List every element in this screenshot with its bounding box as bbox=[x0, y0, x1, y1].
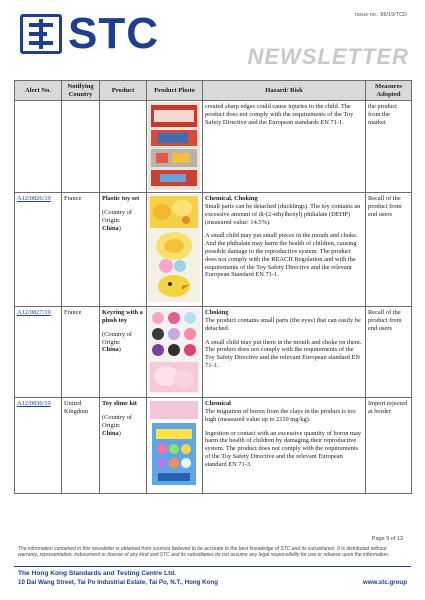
newsletter-title: NEWSLETTER bbox=[247, 44, 409, 69]
origin-label: (Country of Origin: bbox=[102, 413, 132, 429]
origin-value: China bbox=[102, 346, 119, 354]
table-row-continuation bbox=[15, 101, 412, 193]
product-name: Keyring with a plush toy bbox=[102, 309, 143, 324]
toy-tools-photo-icon bbox=[148, 102, 200, 190]
stc-logo-mark-icon bbox=[20, 14, 62, 54]
newsletter-header bbox=[0, 0, 425, 78]
column-header-photo: Product Photo bbox=[147, 81, 203, 101]
slime-kit-photo-icon bbox=[148, 399, 200, 489]
origin-label: (Country of Origin: bbox=[102, 330, 132, 346]
hazard-cell bbox=[203, 307, 366, 398]
hazard-title: Choking bbox=[205, 309, 229, 317]
hazard-risk: A small child may put them in the mouth and choke on them. The product does not comply with the requirements of the Toy Safety Directive and the relevant European standard EN 71-1. bbox=[205, 338, 362, 369]
origin-value: China bbox=[102, 429, 119, 437]
plastic-ducks-photo-icon bbox=[148, 194, 200, 302]
product-name: Plastic toy set bbox=[102, 195, 140, 203]
product-cell: Keyring with a plush toy (Country of Origin: China) bbox=[100, 307, 147, 398]
measures-cell: Import rejected at border bbox=[366, 398, 412, 494]
product-photo bbox=[148, 308, 201, 394]
alert-link[interactable]: A12/0826/19 bbox=[17, 195, 51, 203]
product-name: Toy slime kit bbox=[102, 400, 137, 408]
plush-keyrings-photo-icon bbox=[148, 308, 200, 394]
column-header-measures: Measures Adopted bbox=[366, 81, 412, 101]
measures-cell: Recall of the product from end users bbox=[366, 307, 412, 398]
hazard-title: Chemical, Choking bbox=[205, 195, 258, 203]
column-header-product: Product bbox=[100, 81, 147, 101]
alerts-table-container bbox=[14, 80, 411, 494]
alert-link[interactable]: A12/0830/19 bbox=[17, 400, 51, 408]
alert-link[interactable]: A12/0827/19 bbox=[17, 309, 51, 317]
country-cell: France bbox=[62, 307, 100, 398]
hazard-description: Small parts can be detached (ducklings). The toy contains an excessive amount of di-(2-ethylhexyl) phthalate (DEHP) (measured value: 14.5%). bbox=[205, 202, 361, 226]
table-header-row bbox=[15, 81, 412, 101]
footer-address: 10 Dai Wang Street, Tai Po Industrial Estate, Tai Po, N.T., Hong Kong bbox=[18, 579, 218, 586]
product-cell: Plastic toy set (Country of Origin: China) bbox=[100, 193, 147, 307]
table-row bbox=[15, 307, 412, 398]
hazard-risk: A small child may put small pieces in the mouth and choke. And the phthalate may harm the health of children, causing possible damage to the reproductive system. The product does not comply with the REACH Regulation and with the requirements of the Toy Safety Directive and the relevant European Standard EN 71-1. bbox=[205, 232, 358, 279]
footer-divider bbox=[14, 566, 411, 567]
origin-value: China bbox=[102, 224, 119, 232]
product-photo bbox=[148, 399, 201, 489]
stc-logo bbox=[20, 9, 159, 58]
origin-label: (Country of Origin: bbox=[102, 208, 132, 224]
hazard-description: The product contains small parts (the eyes) that can easily be detached. bbox=[205, 316, 361, 332]
hazard-risk: Ingestion or contact with an excessive quantity of boron may harm the health of children by damaging their reproductive system. The product does not comply with the requirements of the Toy Safety Directive and the relevant European standard EN 71-3. bbox=[205, 429, 361, 468]
measures-continuation: the product from the market bbox=[366, 101, 412, 193]
hazard-cell bbox=[203, 193, 366, 307]
hazard-cell bbox=[203, 398, 366, 494]
stc-logo-text: STC bbox=[68, 9, 159, 58]
table-row bbox=[15, 193, 412, 307]
hazard-description: The migration of boron from the clays in the product is too high (measured value up to 2110 mg/kg). bbox=[205, 407, 356, 423]
hazard-continuation: created sharp edges could cause injuries to the child. The product does not comply with the requirements of the Toy Safety Directive and the European standards EN 71-1. bbox=[203, 101, 366, 193]
footer-website-link[interactable]: www.stc.group bbox=[362, 579, 407, 586]
column-header-country: Notifying Country bbox=[62, 81, 100, 101]
footer-company: The Hong Kong Standards and Testing Centre Ltd. bbox=[18, 570, 177, 577]
country-cell: United Kingdom bbox=[62, 398, 100, 494]
table-row bbox=[15, 398, 412, 494]
product-photo-previous bbox=[148, 102, 201, 190]
product-cell: Toy slime kit (Country of Origin: China) bbox=[100, 398, 147, 494]
disclaimer-text: The information contained in this newsletter is obtained from sources believed to be accurate to the best knowledge of STC and its subsidiaries. It is distributed without warranty, representation, inducement or license of any kind and STC and its subsidiaries do not assume any legal responsibility for use or reliance upon the information. bbox=[18, 546, 390, 558]
alerts-table bbox=[14, 80, 412, 494]
issue-number: Issue no.: 86/19/TCD bbox=[355, 12, 407, 18]
column-header-alert: Alert No. bbox=[15, 81, 62, 101]
column-header-hazard: Hazard/ Risk bbox=[203, 81, 366, 101]
page-number: Page 9 of 13 bbox=[371, 536, 403, 542]
hazard-title: Chemical bbox=[205, 400, 231, 408]
measures-cell: Recall of the product from end users bbox=[366, 193, 412, 307]
country-cell: France bbox=[62, 193, 100, 307]
product-photo bbox=[148, 194, 201, 302]
